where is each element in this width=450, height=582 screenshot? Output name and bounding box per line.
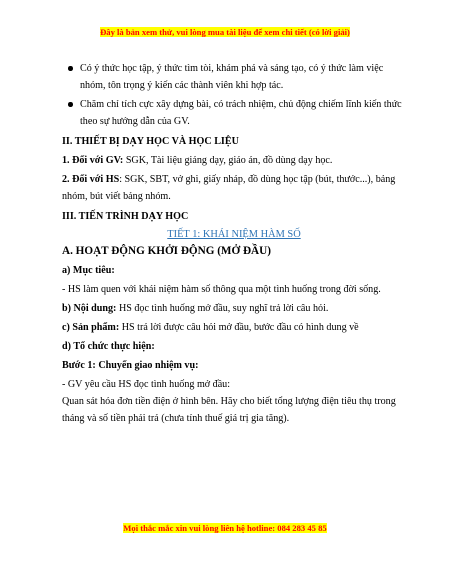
list-item: Có ý thức học tập, ý thức tìm tòi, khám phá và sáng tạo, có ý thức làm việc nhóm, tôn trọng ý kiến các thành viên khi hợp tác. bbox=[80, 60, 406, 94]
student-equipment-paragraph bbox=[62, 171, 406, 205]
activity-heading: A. HOẠT ĐỘNG KHỞI ĐỘNG (MỞ ĐẦU) bbox=[62, 245, 271, 257]
section-heading-process: III. TIẾN TRÌNH DẠY HỌC bbox=[62, 211, 189, 222]
teacher-equipment-paragraph bbox=[62, 152, 406, 169]
content-label: b) Nội dung: bbox=[62, 303, 117, 314]
goal-label: a) Mục tiêu: bbox=[62, 265, 115, 276]
student-equipment-text: : SGK, SBT, vở ghi, giấy nháp, đồ dùng học tập (bút, thước...), bảng nhóm, bút viết bảng nhóm. bbox=[62, 174, 396, 202]
lesson-title: TIẾT 1: KHÁI NIỆM HÀM SỐ bbox=[167, 229, 301, 240]
organization-label: d) Tổ chức thực hiện: bbox=[62, 341, 155, 352]
content-paragraph bbox=[62, 300, 406, 317]
preview-notice-banner bbox=[0, 27, 450, 38]
step1-label: Bước 1: Chuyển giao nhiệm vụ: bbox=[62, 360, 199, 371]
teacher-equipment-label: 1. Đối với GV: bbox=[62, 155, 124, 166]
student-equipment-label: 2. Đối với HS bbox=[62, 174, 120, 185]
attitude-bullet-list bbox=[62, 60, 406, 130]
teacher-equipment-text: SGK, Tài liệu giảng dạy, giáo án, đồ dùng dạy học. bbox=[123, 155, 333, 166]
section-heading-equipment: II. THIẾT BỊ DẠY HỌC VÀ HỌC LIỆU bbox=[62, 136, 239, 147]
product-paragraph bbox=[62, 319, 406, 336]
preview-notice-text: Đây là bản xem thử, vui lòng mua tài liệu để xem chi tiết (có lời giải) bbox=[100, 27, 350, 37]
situation-text: Quan sát hóa đơn tiền điện ở hình bên. Hãy cho biết tổng lượng điện tiêu thụ trong tháng và số tiền phải trả (chưa tính thuế giá trị gia tăng). bbox=[62, 396, 396, 424]
product-text: HS trả lời được câu hỏi mở đầu, bước đầu có hình dung về bbox=[119, 322, 359, 333]
list-item: Chăm chỉ tích cực xây dựng bài, có trách nhiệm, chủ động chiếm lĩnh kiến thức theo sự hướng dẫn của GV. bbox=[80, 96, 406, 130]
content-text: HS đọc tình huống mở đầu, suy nghĩ trả lời câu hỏi. bbox=[116, 303, 329, 314]
hotline-banner bbox=[0, 523, 450, 534]
product-label: c) Sản phẩm: bbox=[62, 322, 120, 333]
goal-text: - HS làm quen với khái niệm hàm số thông qua một tình huống trong đời sống. bbox=[62, 284, 381, 295]
hotline-text: Mọi thắc mắc xin vui lòng liên hệ hotline: 084 283 45 85 bbox=[123, 523, 327, 533]
document-body bbox=[62, 60, 406, 427]
step1-text: - GV yêu cầu HS đọc tình huống mở đầu: bbox=[62, 379, 231, 390]
